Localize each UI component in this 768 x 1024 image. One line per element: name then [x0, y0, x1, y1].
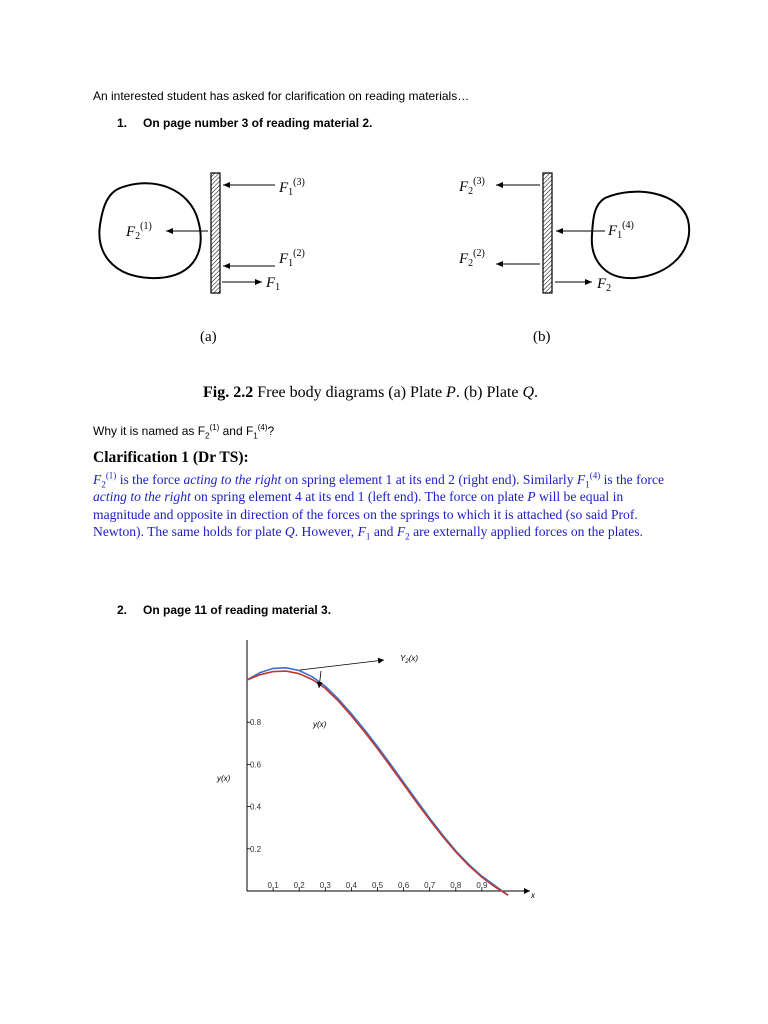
- chart-axes: [247, 640, 530, 891]
- item-1-number: 1.: [117, 116, 128, 130]
- annotation-y2-label: $Y_2(x)$: [400, 654, 419, 665]
- label-a-bot: $F_1$: [266, 275, 281, 293]
- caption-rest: Free body diagrams (a) Plate: [253, 384, 447, 401]
- x-axis-label: x: [531, 891, 535, 900]
- q-sup-2: (4): [257, 423, 268, 432]
- label-a-mid: $F_1^{(2)}$: [279, 248, 305, 269]
- free-body-circle-b: [592, 192, 689, 278]
- y-tick-label: 0.2: [250, 844, 262, 854]
- cb-k: Q: [284, 524, 295, 540]
- x-tick-label: 0.6: [398, 881, 410, 890]
- x-tick-label: 0.1: [267, 881, 279, 890]
- q-part-3: ?: [267, 424, 275, 438]
- series-line-1: [247, 671, 508, 895]
- caption-mid: . (b) Plate: [455, 384, 523, 401]
- line-chart: [0, 630, 768, 910]
- cb-a-sub: 2: [101, 479, 106, 490]
- q-sub-2: 1: [253, 431, 258, 441]
- diagram-a: [99, 173, 304, 345]
- cb-o-sub: 2: [405, 531, 410, 542]
- cb-e-sub: 1: [585, 479, 590, 490]
- cb-f: is the force: [600, 472, 665, 487]
- label-a-top: $F_1^{(3)}$: [279, 177, 305, 198]
- label-b-top: $F_2^{(3)}$: [459, 176, 485, 197]
- q-sup-1: (1): [209, 423, 220, 432]
- cb-b: is the force: [116, 472, 184, 487]
- question-text: [93, 423, 274, 440]
- label-a: (a): [200, 329, 217, 345]
- x-tick-label: 0.2: [293, 881, 305, 890]
- cb-a-sup: (1): [105, 470, 117, 481]
- cb-m-sub: 1: [365, 531, 371, 542]
- q-part-1: Why it is named as F: [93, 424, 206, 438]
- x-tick-label: 0.7: [424, 881, 436, 890]
- cb-e: F: [576, 472, 586, 487]
- cb-g: acting to the right: [93, 489, 191, 505]
- annotation-y-label: y(x): [313, 720, 327, 729]
- diagram-b: [458, 173, 689, 345]
- x-tick-label: 0.4: [345, 881, 357, 890]
- figure-caption: [203, 384, 538, 402]
- label-a-circle: $F_2^{(1)}$: [126, 221, 152, 242]
- cb-e-sup: (4): [589, 470, 601, 481]
- label-b-mid: $F_2^{(2)}$: [459, 248, 485, 269]
- cb-j: will be equal in magnitude and opposite in direction of the forces on the springs to which it is attached (so said Prof. Newton). The same holds for plate: [93, 489, 638, 540]
- cb-h: on spring element 4 at its end 1 (left end). The force on plate: [190, 489, 528, 505]
- item-2-number: 2.: [117, 603, 128, 617]
- cb-c: acting to the right: [183, 472, 282, 487]
- q-sub-1: 2: [205, 431, 210, 441]
- y-tick-label: 0.8: [250, 718, 262, 728]
- cb-i: P: [527, 489, 536, 505]
- x-tick-label: 0.8: [450, 881, 462, 890]
- clarification-body: [93, 471, 683, 541]
- caption-p: P: [446, 384, 456, 401]
- clarification-title: Clarification 1 (Dr TS):: [93, 449, 249, 466]
- x-tick-label: 0.3: [319, 881, 331, 890]
- chart-ticks: [247, 718, 488, 891]
- cb-a: F: [93, 472, 102, 487]
- caption-prefix: Fig. 2.2: [203, 384, 254, 401]
- cb-d: on spring element 1 at its end 2 (right end). Similarly: [281, 472, 577, 487]
- y-axis-label: y(x): [217, 774, 231, 783]
- y-tick-label: 0.6: [250, 760, 262, 770]
- cb-p: are externally applied forces on the plates.: [409, 524, 643, 540]
- x-tick-label: 0.9: [476, 881, 488, 890]
- chart-series: [247, 668, 508, 895]
- y-tick-label: 0.4: [250, 802, 262, 812]
- annotation-arrow-y2: [300, 660, 384, 670]
- item-1: [117, 116, 372, 130]
- item-2-text: On page 11 of reading material 3.: [143, 603, 332, 617]
- series-line-0: [247, 668, 508, 895]
- plate-q: [543, 173, 552, 293]
- cb-n: and: [370, 524, 397, 540]
- cb-o: F: [396, 524, 406, 540]
- plate-p: [211, 173, 220, 293]
- label-b: (b): [533, 329, 551, 345]
- cb-m: F: [357, 524, 366, 540]
- x-tick-label: 0.5: [371, 881, 384, 890]
- chart-annotations: [300, 654, 418, 729]
- cb-l: . However,: [294, 524, 358, 540]
- item-1-text: On page number 3 of reading material 2.: [143, 116, 373, 130]
- label-b-circle: $F_1^{(4)}$: [608, 220, 634, 241]
- label-b-bot: $F_2$: [597, 276, 612, 294]
- item-2: [117, 603, 331, 617]
- free-body-diagrams: [0, 150, 768, 360]
- q-part-2: and F: [219, 424, 254, 438]
- intro-text: An interested student has asked for clarification on reading materials…: [93, 89, 470, 103]
- caption-end: .: [534, 384, 539, 401]
- caption-q: Q: [522, 384, 535, 401]
